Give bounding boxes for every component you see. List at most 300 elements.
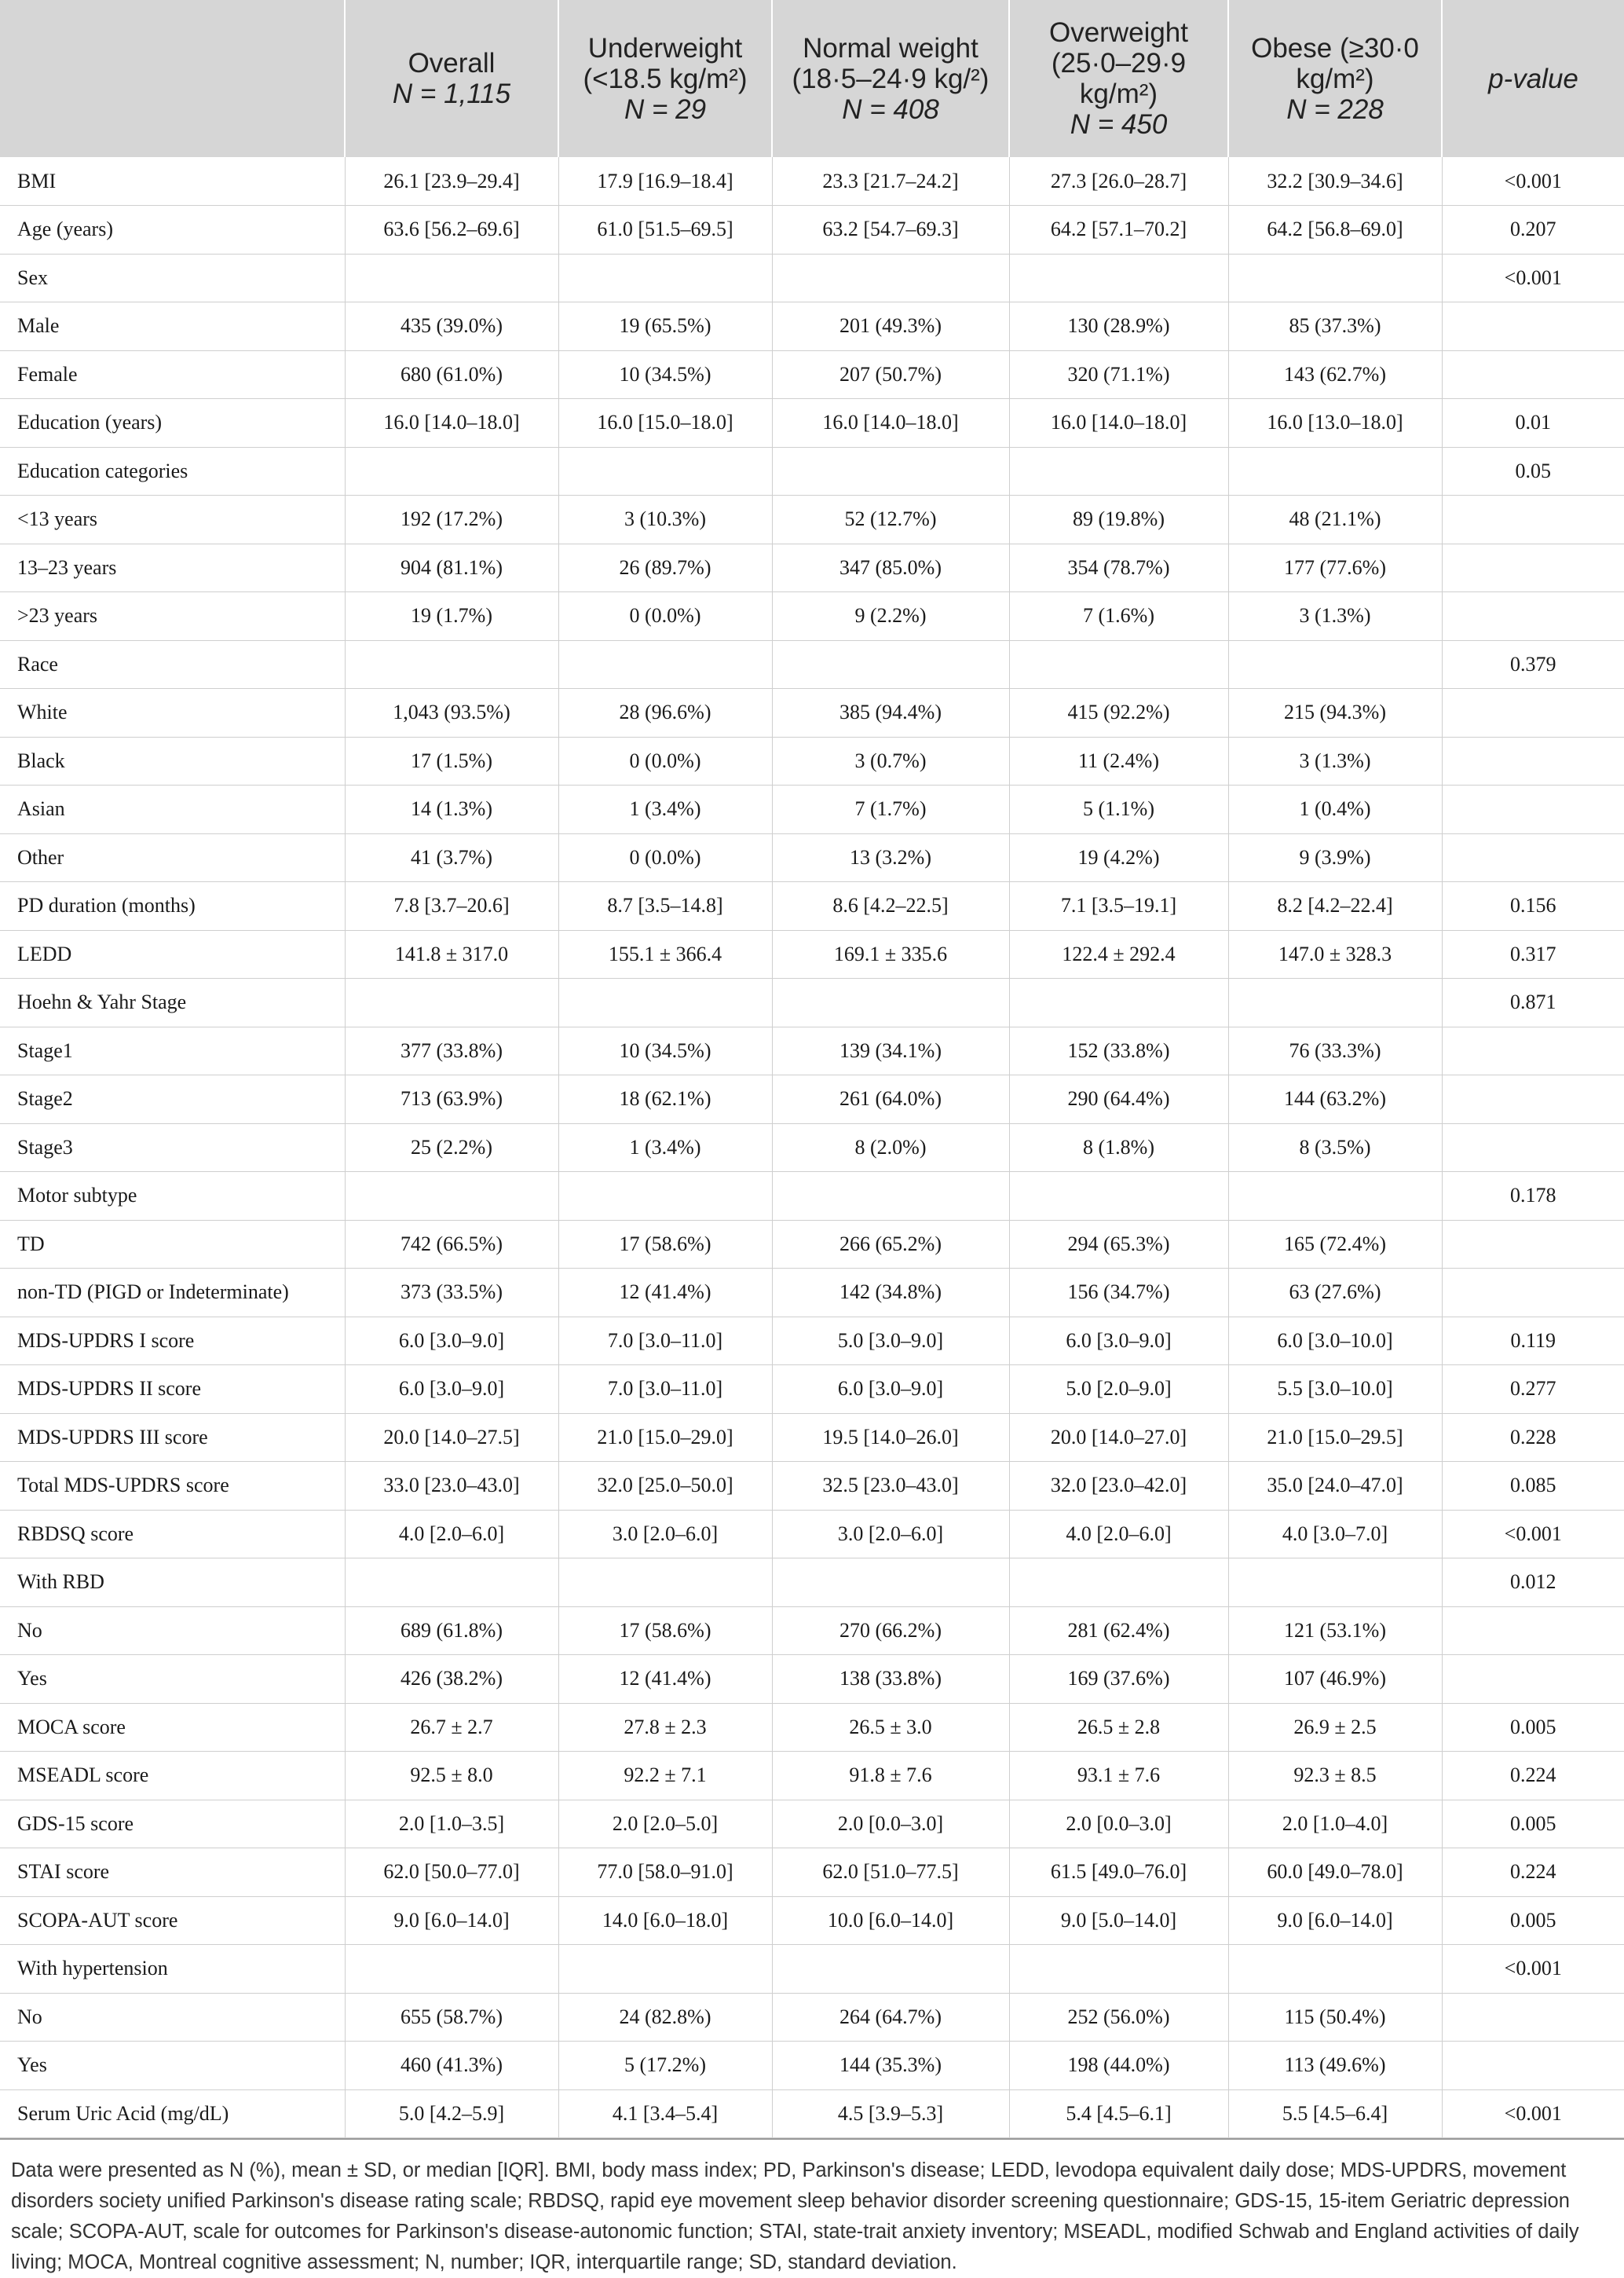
normal-weight-cell xyxy=(772,979,1009,1027)
overall-cell: 16.0 [14.0–18.0] xyxy=(345,399,558,448)
overall-cell: 14 (1.3%) xyxy=(345,786,558,834)
table-row xyxy=(0,1220,1624,1269)
p-value-cell: 0.224 xyxy=(1442,1752,1624,1800)
overweight-cell: 198 (44.0%) xyxy=(1009,2042,1228,2090)
normal-weight-cell xyxy=(772,1945,1009,1994)
p-value-cell xyxy=(1442,689,1624,738)
p-value-cell xyxy=(1442,786,1624,834)
obese-cell: 63 (27.6%) xyxy=(1228,1269,1442,1317)
p-value-cell xyxy=(1442,2042,1624,2090)
normal-weight-cell: 270 (66.2%) xyxy=(772,1606,1009,1655)
obese-cell xyxy=(1228,1945,1442,1994)
underweight-cell: 1 (3.4%) xyxy=(558,786,772,834)
p-value-cell: 0.871 xyxy=(1442,979,1624,1027)
overweight-cell: 281 (62.4%) xyxy=(1009,1606,1228,1655)
obese-cell: 3 (1.3%) xyxy=(1228,592,1442,641)
obese-cell: 4.0 [3.0–7.0] xyxy=(1228,1510,1442,1558)
row-label: MDS-UPDRS III score xyxy=(0,1413,345,1462)
obese-cell: 6.0 [3.0–10.0] xyxy=(1228,1317,1442,1365)
normal-weight-cell: 8 (2.0%) xyxy=(772,1123,1009,1172)
underweight-cell xyxy=(558,1945,772,1994)
normal-weight-cell: 52 (12.7%) xyxy=(772,496,1009,544)
overall-cell: 141.8 ± 317.0 xyxy=(345,930,558,979)
p-value-cell: <0.001 xyxy=(1442,1945,1624,1994)
header-cell-label xyxy=(0,0,345,157)
table-row xyxy=(0,1123,1624,1172)
row-label: Sex xyxy=(0,254,345,302)
overall-cell xyxy=(345,447,558,496)
p-value-cell xyxy=(1442,350,1624,399)
row-label: Motor subtype xyxy=(0,1172,345,1221)
overweight-cell: 7 (1.6%) xyxy=(1009,592,1228,641)
table-row xyxy=(0,930,1624,979)
table-row xyxy=(0,640,1624,689)
normal-weight-cell: 207 (50.7%) xyxy=(772,350,1009,399)
obese-cell: 177 (77.6%) xyxy=(1228,544,1442,592)
overweight-cell: 5.4 [4.5–6.1] xyxy=(1009,2089,1228,2138)
normal-weight-cell: 142 (34.8%) xyxy=(772,1269,1009,1317)
underweight-cell: 4.1 [3.4–5.4] xyxy=(558,2089,772,2138)
overall-cell: 63.6 [56.2–69.6] xyxy=(345,206,558,255)
p-value-cell xyxy=(1442,1269,1624,1317)
obese-cell: 5.5 [3.0–10.0] xyxy=(1228,1365,1442,1414)
table-row xyxy=(0,496,1624,544)
normal-weight-cell: 16.0 [14.0–18.0] xyxy=(772,399,1009,448)
p-value-cell xyxy=(1442,592,1624,641)
p-value-cell: 0.119 xyxy=(1442,1317,1624,1365)
overweight-cell: 130 (28.9%) xyxy=(1009,302,1228,351)
p-value-cell: 0.085 xyxy=(1442,1462,1624,1511)
row-label: Stage3 xyxy=(0,1123,345,1172)
overweight-cell: 294 (65.3%) xyxy=(1009,1220,1228,1269)
obese-cell: 107 (46.9%) xyxy=(1228,1655,1442,1704)
overweight-cell xyxy=(1009,979,1228,1027)
obese-cell: 147.0 ± 328.3 xyxy=(1228,930,1442,979)
normal-weight-cell xyxy=(772,1558,1009,1607)
row-label: Age (years) xyxy=(0,206,345,255)
overall-cell: 17 (1.5%) xyxy=(345,737,558,786)
row-label: MDS-UPDRS I score xyxy=(0,1317,345,1365)
overall-cell: 9.0 [6.0–14.0] xyxy=(345,1896,558,1945)
underweight-cell: 3 (10.3%) xyxy=(558,496,772,544)
row-label: Hoehn & Yahr Stage xyxy=(0,979,345,1027)
header-cell-obese xyxy=(1228,0,1442,157)
normal-weight-cell: 138 (33.8%) xyxy=(772,1655,1009,1704)
table-header xyxy=(0,0,1624,157)
overweight-cell: 27.3 [26.0–28.7] xyxy=(1009,157,1228,206)
obese-cell: 1 (0.4%) xyxy=(1228,786,1442,834)
normal-weight-cell: 169.1 ± 335.6 xyxy=(772,930,1009,979)
table-row xyxy=(0,1462,1624,1511)
normal-weight-cell: 261 (64.0%) xyxy=(772,1075,1009,1124)
table-row xyxy=(0,157,1624,206)
overweight-cell xyxy=(1009,1945,1228,1994)
overweight-cell: 354 (78.7%) xyxy=(1009,544,1228,592)
table-row xyxy=(0,447,1624,496)
overall-cell: 742 (66.5%) xyxy=(345,1220,558,1269)
table-row xyxy=(0,350,1624,399)
normal-weight-cell: 32.5 [23.0–43.0] xyxy=(772,1462,1009,1511)
normal-weight-cell: 7 (1.7%) xyxy=(772,786,1009,834)
normal-weight-cell: 23.3 [21.7–24.2] xyxy=(772,157,1009,206)
overweight-cell: 8 (1.8%) xyxy=(1009,1123,1228,1172)
underweight-cell: 17.9 [16.9–18.4] xyxy=(558,157,772,206)
table-row xyxy=(0,1606,1624,1655)
row-label: Black xyxy=(0,737,345,786)
row-label: >23 years xyxy=(0,592,345,641)
header-text: Underweight (<18.5 kg/m²) xyxy=(583,32,748,94)
row-label: Yes xyxy=(0,1655,345,1704)
overall-cell xyxy=(345,1945,558,1994)
underweight-cell: 10 (34.5%) xyxy=(558,1027,772,1075)
underweight-cell: 17 (58.6%) xyxy=(558,1220,772,1269)
row-label: Education categories xyxy=(0,447,345,496)
table-row xyxy=(0,2042,1624,2090)
table-row xyxy=(0,1172,1624,1221)
underweight-cell: 2.0 [2.0–5.0] xyxy=(558,1800,772,1848)
p-value-cell: 0.224 xyxy=(1442,1848,1624,1897)
table-row xyxy=(0,1800,1624,1848)
header-n: N = 1,115 xyxy=(392,79,511,109)
overall-cell: 26.7 ± 2.7 xyxy=(345,1703,558,1752)
row-label: RBDSQ score xyxy=(0,1510,345,1558)
normal-weight-cell: 266 (65.2%) xyxy=(772,1220,1009,1269)
overall-cell: 6.0 [3.0–9.0] xyxy=(345,1317,558,1365)
p-value-cell xyxy=(1442,1993,1624,2042)
p-value-cell: 0.379 xyxy=(1442,640,1624,689)
overweight-cell: 152 (33.8%) xyxy=(1009,1027,1228,1075)
table-row xyxy=(0,833,1624,882)
table-row xyxy=(0,689,1624,738)
normal-weight-cell xyxy=(772,254,1009,302)
obese-cell: 26.9 ± 2.5 xyxy=(1228,1703,1442,1752)
header-text: Overweight (25·0–29·9 kg/m²) xyxy=(1048,17,1189,109)
row-label: 13–23 years xyxy=(0,544,345,592)
normal-weight-cell: 91.8 ± 7.6 xyxy=(772,1752,1009,1800)
overall-cell: 92.5 ± 8.0 xyxy=(345,1752,558,1800)
obese-cell: 60.0 [49.0–78.0] xyxy=(1228,1848,1442,1897)
underweight-cell: 3.0 [2.0–6.0] xyxy=(558,1510,772,1558)
p-value-cell: 0.228 xyxy=(1442,1413,1624,1462)
p-value-cell: 0.05 xyxy=(1442,447,1624,496)
p-value-cell: 0.207 xyxy=(1442,206,1624,255)
table-row xyxy=(0,786,1624,834)
overall-cell: 426 (38.2%) xyxy=(345,1655,558,1704)
overweight-cell: 26.5 ± 2.8 xyxy=(1009,1703,1228,1752)
obese-cell xyxy=(1228,1172,1442,1221)
overweight-cell: 89 (19.8%) xyxy=(1009,496,1228,544)
row-label: STAI score xyxy=(0,1848,345,1897)
underweight-cell: 5 (17.2%) xyxy=(558,2042,772,2090)
underweight-cell xyxy=(558,640,772,689)
overweight-cell: 5.0 [2.0–9.0] xyxy=(1009,1365,1228,1414)
obese-cell: 16.0 [13.0–18.0] xyxy=(1228,399,1442,448)
overall-cell: 373 (33.5%) xyxy=(345,1269,558,1317)
overweight-cell: 4.0 [2.0–6.0] xyxy=(1009,1510,1228,1558)
overweight-cell: 64.2 [57.1–70.2] xyxy=(1009,206,1228,255)
row-label: Stage1 xyxy=(0,1027,345,1075)
p-value-cell xyxy=(1442,302,1624,351)
obese-cell xyxy=(1228,1558,1442,1607)
header-n: N = 408 xyxy=(842,93,939,125)
row-label: Asian xyxy=(0,786,345,834)
table-row xyxy=(0,1896,1624,1945)
overall-cell: 435 (39.0%) xyxy=(345,302,558,351)
overweight-cell: 11 (2.4%) xyxy=(1009,737,1228,786)
overweight-cell: 252 (56.0%) xyxy=(1009,1993,1228,2042)
p-value-cell: 0.156 xyxy=(1442,882,1624,931)
obese-cell: 215 (94.3%) xyxy=(1228,689,1442,738)
obese-cell xyxy=(1228,254,1442,302)
normal-weight-cell: 10.0 [6.0–14.0] xyxy=(772,1896,1009,1945)
header-text: Obese (≥30·0 kg/m²) xyxy=(1251,32,1419,94)
row-label: SCOPA-AUT score xyxy=(0,1896,345,1945)
overall-cell: 713 (63.9%) xyxy=(345,1075,558,1124)
row-label: With hypertension xyxy=(0,1945,345,1994)
table-row xyxy=(0,254,1624,302)
normal-weight-cell: 63.2 [54.7–69.3] xyxy=(772,206,1009,255)
obese-cell: 2.0 [1.0–4.0] xyxy=(1228,1800,1442,1848)
overall-cell: 655 (58.7%) xyxy=(345,1993,558,2042)
obese-cell xyxy=(1228,979,1442,1027)
underweight-cell: 7.0 [3.0–11.0] xyxy=(558,1365,772,1414)
overall-cell xyxy=(345,254,558,302)
normal-weight-cell xyxy=(772,447,1009,496)
p-value-cell: 0.01 xyxy=(1442,399,1624,448)
overweight-cell: 20.0 [14.0–27.0] xyxy=(1009,1413,1228,1462)
overall-cell: 377 (33.8%) xyxy=(345,1027,558,1075)
normal-weight-cell: 8.6 [4.2–22.5] xyxy=(772,882,1009,931)
obese-cell: 9.0 [6.0–14.0] xyxy=(1228,1896,1442,1945)
p-value-cell xyxy=(1442,1606,1624,1655)
overweight-cell: 61.5 [49.0–76.0] xyxy=(1009,1848,1228,1897)
obese-cell: 9 (3.9%) xyxy=(1228,833,1442,882)
p-value-cell: <0.001 xyxy=(1442,1510,1624,1558)
obese-cell: 76 (33.3%) xyxy=(1228,1027,1442,1075)
header-cell-normal-weight xyxy=(772,0,1009,157)
underweight-cell: 32.0 [25.0–50.0] xyxy=(558,1462,772,1511)
overweight-cell: 5 (1.1%) xyxy=(1009,786,1228,834)
overweight-cell: 6.0 [3.0–9.0] xyxy=(1009,1317,1228,1365)
overall-cell: 33.0 [23.0–43.0] xyxy=(345,1462,558,1511)
normal-weight-cell: 5.0 [3.0–9.0] xyxy=(772,1317,1009,1365)
overweight-cell: 7.1 [3.5–19.1] xyxy=(1009,882,1228,931)
table-row xyxy=(0,1848,1624,1897)
normal-weight-cell: 144 (35.3%) xyxy=(772,2042,1009,2090)
row-label: No xyxy=(0,1993,345,2042)
p-value-cell xyxy=(1442,737,1624,786)
p-value-cell: <0.001 xyxy=(1442,254,1624,302)
normal-weight-cell: 347 (85.0%) xyxy=(772,544,1009,592)
row-label: With RBD xyxy=(0,1558,345,1607)
table-row xyxy=(0,1317,1624,1365)
underweight-cell: 10 (34.5%) xyxy=(558,350,772,399)
row-label: TD xyxy=(0,1220,345,1269)
obese-cell: 85 (37.3%) xyxy=(1228,302,1442,351)
table-row xyxy=(0,1027,1624,1075)
overall-cell: 1,043 (93.5%) xyxy=(345,689,558,738)
obese-cell: 143 (62.7%) xyxy=(1228,350,1442,399)
header-n: N = 228 xyxy=(1286,93,1384,125)
header-cell-p-value xyxy=(1442,0,1624,157)
overweight-cell: 320 (71.1%) xyxy=(1009,350,1228,399)
row-label: Female xyxy=(0,350,345,399)
normal-weight-cell: 2.0 [0.0–3.0] xyxy=(772,1800,1009,1848)
normal-weight-cell: 139 (34.1%) xyxy=(772,1027,1009,1075)
normal-weight-cell: 264 (64.7%) xyxy=(772,1993,1009,2042)
overweight-cell: 32.0 [23.0–42.0] xyxy=(1009,1462,1228,1511)
p-value-cell xyxy=(1442,544,1624,592)
table-row xyxy=(0,1752,1624,1800)
normal-weight-cell: 6.0 [3.0–9.0] xyxy=(772,1365,1009,1414)
overall-cell: 6.0 [3.0–9.0] xyxy=(345,1365,558,1414)
overall-cell: 19 (1.7%) xyxy=(345,592,558,641)
header-row xyxy=(0,0,1624,157)
table-row xyxy=(0,1075,1624,1124)
normal-weight-cell: 13 (3.2%) xyxy=(772,833,1009,882)
underweight-cell: 12 (41.4%) xyxy=(558,1655,772,1704)
header-cell-overall xyxy=(345,0,558,157)
header-n: N = 450 xyxy=(1070,109,1168,140)
p-value-cell: 0.317 xyxy=(1442,930,1624,979)
header-n: N = 29 xyxy=(624,93,707,125)
row-label: BMI xyxy=(0,157,345,206)
underweight-cell: 1 (3.4%) xyxy=(558,1123,772,1172)
normal-weight-cell: 3 (0.7%) xyxy=(772,737,1009,786)
overweight-cell: 2.0 [0.0–3.0] xyxy=(1009,1800,1228,1848)
p-value-cell: 0.012 xyxy=(1442,1558,1624,1607)
p-value-cell: 0.005 xyxy=(1442,1896,1624,1945)
table-row xyxy=(0,737,1624,786)
row-label: Serum Uric Acid (mg/dL) xyxy=(0,2089,345,2138)
underweight-cell: 8.7 [3.5–14.8] xyxy=(558,882,772,931)
obese-cell xyxy=(1228,640,1442,689)
overall-cell xyxy=(345,1558,558,1607)
underweight-cell: 0 (0.0%) xyxy=(558,737,772,786)
overall-cell xyxy=(345,1172,558,1221)
underweight-cell xyxy=(558,254,772,302)
obese-cell xyxy=(1228,447,1442,496)
row-label: White xyxy=(0,689,345,738)
overall-cell: 26.1 [23.9–29.4] xyxy=(345,157,558,206)
p-value-cell: 0.005 xyxy=(1442,1703,1624,1752)
p-value-cell xyxy=(1442,1655,1624,1704)
overall-cell: 5.0 [4.2–5.9] xyxy=(345,2089,558,2138)
overweight-cell: 290 (64.4%) xyxy=(1009,1075,1228,1124)
normal-weight-cell: 3.0 [2.0–6.0] xyxy=(772,1510,1009,1558)
p-value-cell: 0.178 xyxy=(1442,1172,1624,1221)
row-label: Race xyxy=(0,640,345,689)
overweight-cell: 19 (4.2%) xyxy=(1009,833,1228,882)
p-value-cell: 0.005 xyxy=(1442,1800,1624,1848)
row-label: non-TD (PIGD or Indeterminate) xyxy=(0,1269,345,1317)
underweight-cell: 27.8 ± 2.3 xyxy=(558,1703,772,1752)
normal-weight-cell: 26.5 ± 3.0 xyxy=(772,1703,1009,1752)
p-value-cell xyxy=(1442,833,1624,882)
row-label: MDS-UPDRS II score xyxy=(0,1365,345,1414)
row-label: No xyxy=(0,1606,345,1655)
underweight-cell xyxy=(558,1172,772,1221)
overweight-cell xyxy=(1009,1172,1228,1221)
overall-cell: 689 (61.8%) xyxy=(345,1606,558,1655)
overweight-cell: 9.0 [5.0–14.0] xyxy=(1009,1896,1228,1945)
obese-cell: 92.3 ± 8.5 xyxy=(1228,1752,1442,1800)
row-label: Education (years) xyxy=(0,399,345,448)
underweight-cell: 0 (0.0%) xyxy=(558,833,772,882)
table-row xyxy=(0,1413,1624,1462)
p-value-cell xyxy=(1442,1027,1624,1075)
obese-cell: 48 (21.1%) xyxy=(1228,496,1442,544)
normal-weight-cell: 62.0 [51.0–77.5] xyxy=(772,1848,1009,1897)
row-label: MOCA score xyxy=(0,1703,345,1752)
p-value-cell xyxy=(1442,1075,1624,1124)
obese-cell: 165 (72.4%) xyxy=(1228,1220,1442,1269)
obese-cell: 64.2 [56.8–69.0] xyxy=(1228,206,1442,255)
p-value-cell: 0.277 xyxy=(1442,1365,1624,1414)
overweight-cell: 16.0 [14.0–18.0] xyxy=(1009,399,1228,448)
obese-cell: 115 (50.4%) xyxy=(1228,1993,1442,2042)
underweight-cell: 17 (58.6%) xyxy=(558,1606,772,1655)
normal-weight-cell xyxy=(772,1172,1009,1221)
underweight-cell: 77.0 [58.0–91.0] xyxy=(558,1848,772,1897)
obese-cell: 113 (49.6%) xyxy=(1228,2042,1442,2090)
normal-weight-cell: 9 (2.2%) xyxy=(772,592,1009,641)
table-row xyxy=(0,1269,1624,1317)
row-label: Total MDS-UPDRS score xyxy=(0,1462,345,1511)
normal-weight-cell: 385 (94.4%) xyxy=(772,689,1009,738)
overall-cell: 7.8 [3.7–20.6] xyxy=(345,882,558,931)
header-text: Overall xyxy=(408,48,496,79)
p-value-cell: <0.001 xyxy=(1442,157,1624,206)
table-row xyxy=(0,1703,1624,1752)
normal-weight-cell xyxy=(772,640,1009,689)
obese-cell: 5.5 [4.5–6.4] xyxy=(1228,2089,1442,2138)
row-label: Male xyxy=(0,302,345,351)
overall-cell: 192 (17.2%) xyxy=(345,496,558,544)
overweight-cell xyxy=(1009,640,1228,689)
overall-cell xyxy=(345,979,558,1027)
underweight-cell xyxy=(558,1558,772,1607)
overweight-cell: 122.4 ± 292.4 xyxy=(1009,930,1228,979)
overweight-cell xyxy=(1009,447,1228,496)
overall-cell: 4.0 [2.0–6.0] xyxy=(345,1510,558,1558)
normal-weight-cell: 201 (49.3%) xyxy=(772,302,1009,351)
overweight-cell: 93.1 ± 7.6 xyxy=(1009,1752,1228,1800)
overall-cell: 20.0 [14.0–27.5] xyxy=(345,1413,558,1462)
p-value-cell xyxy=(1442,1220,1624,1269)
overall-cell xyxy=(345,640,558,689)
row-label: MSEADL score xyxy=(0,1752,345,1800)
overweight-cell xyxy=(1009,1558,1228,1607)
underweight-cell: 19 (65.5%) xyxy=(558,302,772,351)
overall-cell: 904 (81.1%) xyxy=(345,544,558,592)
row-label: <13 years xyxy=(0,496,345,544)
underweight-cell xyxy=(558,979,772,1027)
overall-cell: 25 (2.2%) xyxy=(345,1123,558,1172)
underweight-cell: 92.2 ± 7.1 xyxy=(558,1752,772,1800)
underweight-cell: 26 (89.7%) xyxy=(558,544,772,592)
overall-cell: 680 (61.0%) xyxy=(345,350,558,399)
obese-cell: 21.0 [15.0–29.5] xyxy=(1228,1413,1442,1462)
row-label: PD duration (months) xyxy=(0,882,345,931)
overall-cell: 62.0 [50.0–77.0] xyxy=(345,1848,558,1897)
header-text: p-value xyxy=(1488,63,1578,94)
table-row xyxy=(0,882,1624,931)
table-row xyxy=(0,1655,1624,1704)
overall-cell: 41 (3.7%) xyxy=(345,833,558,882)
table-row xyxy=(0,1365,1624,1414)
underweight-cell: 16.0 [15.0–18.0] xyxy=(558,399,772,448)
